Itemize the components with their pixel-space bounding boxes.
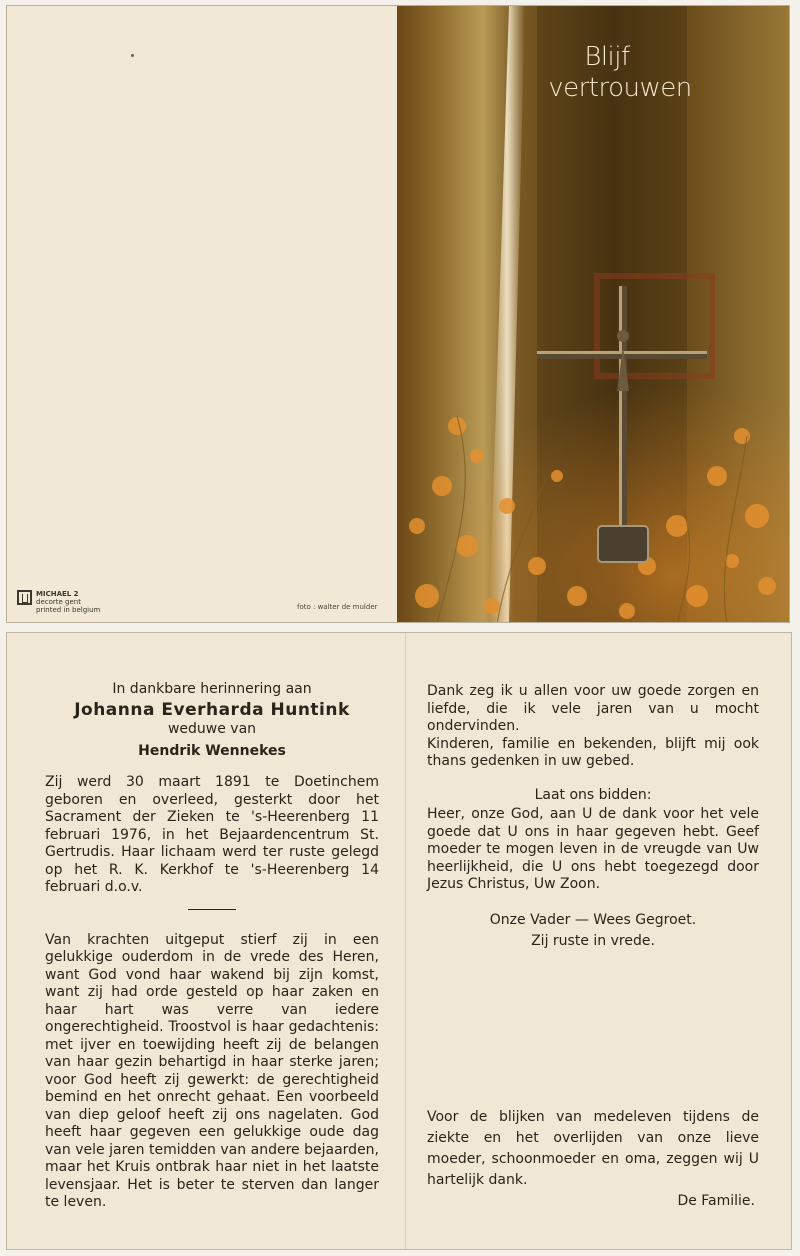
prayer-card-inside (6, 632, 792, 1250)
section-divider (188, 909, 236, 910)
thanks-paragraph: Dank zeg ik u allen voor uw goede zorgen en liefde, die ik vele jaren van u mocht ondervinden. (427, 683, 759, 734)
family-signature: De Familie. (677, 1193, 755, 1209)
publisher-name: MICHAEL 2 (36, 590, 79, 598)
biography-paragraph: Zij werd 30 maart 1891 te Doetinchem geboren en overleed, gesterkt door het Sacrament der Zieken te 's-Heerenberg 11 februari 1976, in het Bejaardencentrum St. Gertrudis. Haar lichaam werd ter ruste gelegd op het R. K. Kerkhof te 's-Heerenberg 14 februari d.o.v. (45, 774, 379, 895)
cover-title (397, 42, 790, 104)
card-back-panel (7, 6, 397, 622)
cover-photo-panel (397, 6, 790, 622)
memorial-intro: In dankbare herinnering aan (112, 681, 312, 697)
publisher-logo-icon (17, 590, 32, 605)
cover-title-line2: vertrouwen (548, 73, 692, 103)
relation-label: weduwe van (167, 721, 257, 737)
prayer-heading: Laat ons bidden: (534, 786, 652, 803)
publisher-imprint (17, 590, 100, 614)
paper-speck (131, 54, 134, 57)
rest-in-peace: Zij ruste in vrede. (531, 933, 655, 949)
publisher-country: printed in belgium (36, 606, 101, 614)
left-page (45, 633, 379, 1212)
spouse-name: Hendrik Wennekes (138, 742, 286, 759)
closing-prayer: Onze Vader — Wees Gegroet. (489, 911, 697, 928)
prayer-paragraph: Heer, onze God, aan U de dank voor het vele goede dat U ons in haar gegeven hebt. Geef moeder te mogen leven in de vreugde van Uw heerlijkheid, die U ons hebt toegezegd door Jezus Christus, Uw Zoon. (427, 806, 759, 892)
prayer-card-outside (6, 5, 790, 623)
right-page (427, 633, 759, 1209)
remembrance-request: Kinderen, familie en bekenden, blijft mij ook thans gedenken in uw gebed. (427, 735, 759, 769)
cover-title-line1: Blijf (584, 42, 630, 72)
eulogy-paragraph: Van krachten uitgeput stierf zij in een gelukkige ouderdom in de vrede des Heren, want God vond haar wakend bij zijn komst, want zij had orde gesteld op haar zaken en haar hart was verre van iedere ongerechtigheid. Troostvol is haar gedachtenis: met ijver en toewijding heeft zij de belangen van haar gezin behartigd in haar sterke jaren; voor God heeft zij gewerkt: de gerechtigheid bemind en het onrecht gehaat. Een voorbeeld van diep geloof heeft zij ons nagelaten. God heeft haar gegeven een gelukkige oude dag van vele jaren temidden van andere bejaarden, maar het Kruis ontbrak haar niet in het laatste levensjaar. Het is beter te sterven dan langer te leven. (45, 931, 379, 1210)
photo-credit: foto : walter de mulder (297, 603, 378, 611)
family-thanks-paragraph: Voor de blijken van medeleven tijdens de ziekte en het overlijden van onze lieve moeder, schoonmoeder en oma, zeggen wij U hartelijk dank. (427, 1109, 759, 1188)
card-fold (405, 633, 406, 1249)
publisher-city: decorte gent (36, 598, 81, 606)
deceased-name: Johanna Everharda Huntink (74, 699, 350, 720)
